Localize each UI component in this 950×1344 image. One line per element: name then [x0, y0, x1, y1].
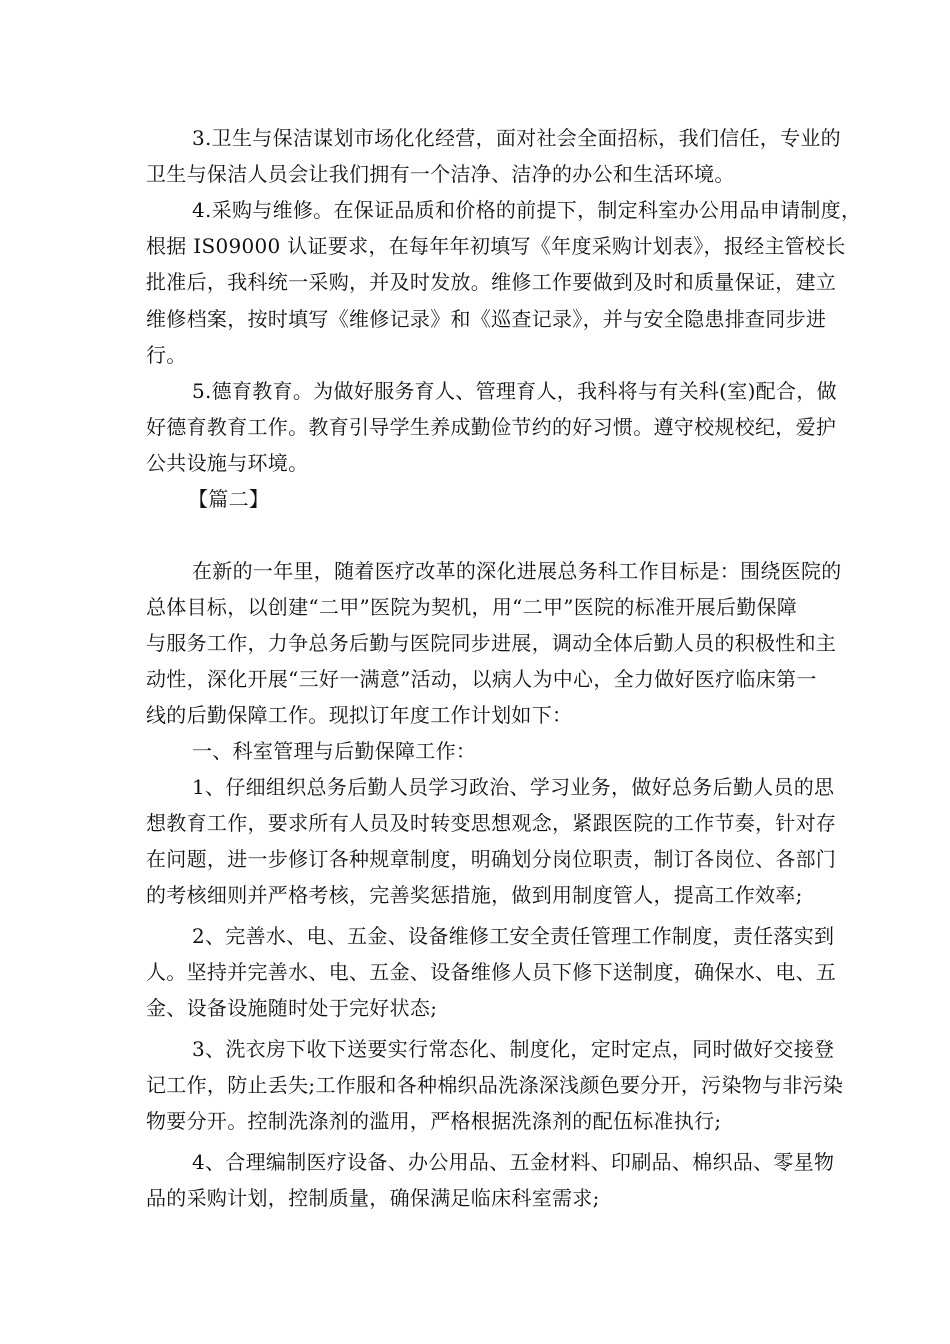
paragraph-line: 在问题，进一步修订各种规章制度，明确划分岗位职责，制订各岗位、各部门 — [146, 847, 837, 871]
paragraph-line: 金、设备设施随时处于完好状态; — [146, 996, 438, 1020]
paragraph-line: 卫生与保洁人员会让我们拥有一个洁净、洁净的办公和生活环境。 — [146, 162, 735, 186]
paragraph-line: 批准后，我科统一采购，并及时发放。维修工作要做到及时和质量保证，建立 — [146, 270, 837, 294]
paragraph-line: 记工作，防止丢失;工作服和各种棉织品洗涤深浅颜色要分开，污染物与非污染 — [146, 1073, 844, 1097]
paragraph-line: 行。 — [146, 343, 187, 367]
subheading-line: 一、科室管理与后勤保障工作： — [192, 739, 477, 763]
paragraph-line: 总体目标，以创建“二甲”医院为契机，用“二甲”医院的标准开展后勤保障 — [146, 595, 798, 619]
paragraph-line: 想教育工作，要求所有人员及时转变思想观念，紧跟医院的工作节奏，针对存 — [146, 811, 837, 835]
paragraph-line: 动性，深化开展“三好一满意”活动，以病人为中心，全力做好医疗临床第一 — [146, 667, 817, 691]
paragraph-line: 人。坚持并完善水、电、五金、设备维修人员下修下送制度，确保水、电、五 — [146, 960, 837, 984]
paragraph-line: 根据 IS09000 认证要求，在每年年初填写《年度采购计划表》，报经主管校长 — [146, 234, 846, 258]
paragraph-line: 5.德育教育。为做好服务育人、管理育人，我科将与有关科(室)配合，做 — [192, 379, 837, 403]
paragraph-line: 4.采购与维修。在保证品质和价格的前提下，制定科室办公用品申请制度， — [192, 198, 862, 222]
paragraph-line: 3.卫生与保洁谋划市场化化经营，面对社会全面招标，我们信任，专业的 — [192, 126, 841, 150]
paragraph-line: 物要分开。控制洗涤剂的滥用，严格根据洗涤剂的配伍标准执行; — [146, 1109, 722, 1133]
paragraph-line: 3、洗衣房下收下送要实行常态化、制度化，定时定点，同时做好交接登 — [192, 1037, 835, 1061]
paragraph-line: 好德育教育工作。教育引导学生养成勤俭节约的好习惯。遵守校规校纪，爱护 — [146, 415, 837, 439]
paragraph-line: 品的采购计划，控制质量，确保满足临床科室需求; — [146, 1186, 600, 1210]
paragraph-line: 的考核细则并严格考核，完善奖惩措施，做到用制度管人，提高工作效率; — [146, 883, 803, 907]
paragraph-line: 与服务工作，力争总务后勤与医院同步进展，调动全体后勤人员的积极性和主 — [146, 631, 837, 655]
paragraph-line: 在新的一年里，随着医疗改革的深化进展总务科工作目标是：围绕医院的 — [192, 559, 842, 583]
section-heading: 【篇二】 — [188, 487, 270, 511]
paragraph-line: 公共设施与环境。 — [146, 451, 309, 475]
paragraph-line: 4、合理编制医疗设备、办公用品、五金材料、印刷品、棉织品、零星物 — [192, 1150, 835, 1174]
paragraph-line: 2、完善水、电、五金、设备维修工安全责任管理工作制度，责任落实到 — [192, 924, 835, 948]
paragraph-line: 维修档案，按时填写《维修记录》和《巡查记录》，并与安全隐患排查同步进 — [146, 307, 827, 331]
paragraph-line: 线的后勤保障工作。现拟订年度工作计划如下： — [146, 703, 573, 727]
paragraph-line: 1、仔细组织总务后勤人员学习政治、学习业务，做好总务后勤人员的思 — [192, 775, 835, 799]
